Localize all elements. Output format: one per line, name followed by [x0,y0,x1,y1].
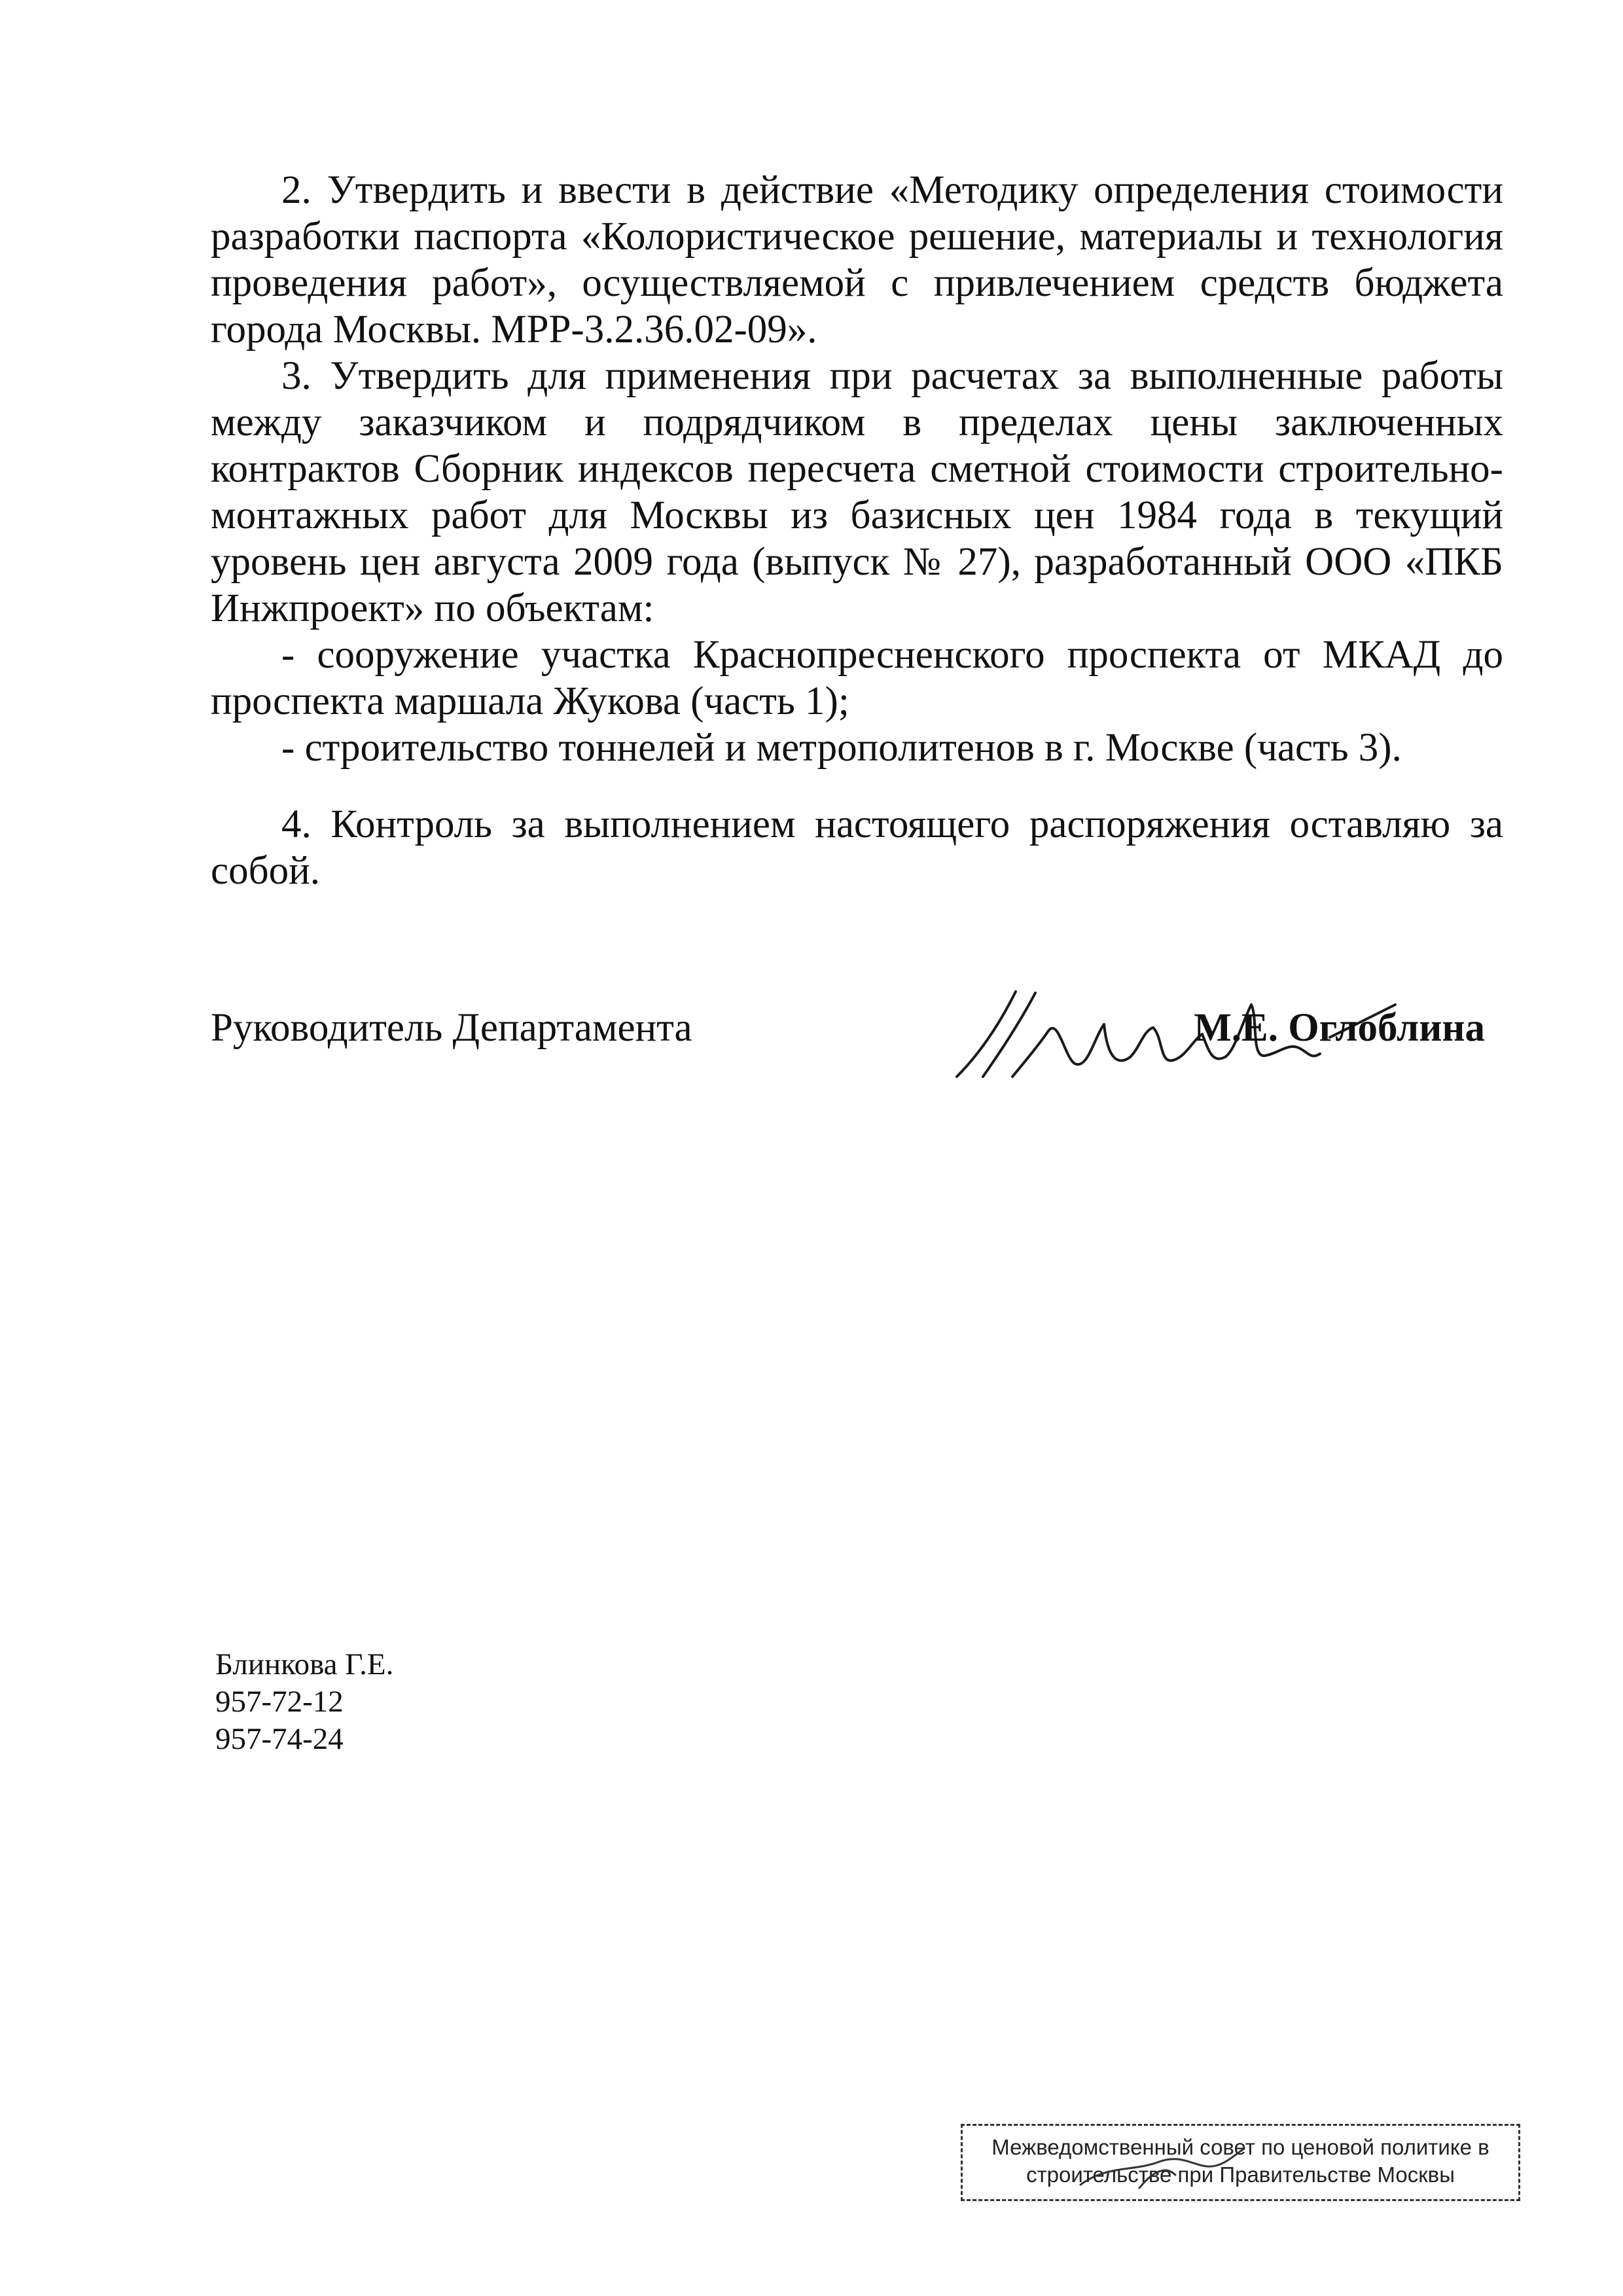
paragraph-object-1: - сооружение участка Краснопресненского проспекта от МКАД до проспекта маршала Жукова (часть 1); [211,633,1503,723]
paragraph-item-3: 3. Утвердить для применения при расчетах за выполненные работы между заказчиком и подрядчиком в пределах цены заключенных контрактов Сборник индексов пересчета сметной стоимости строительно-монтажных работ для Москвы из базисных цен 1984 года в текущий уровень цен августа 2009 года (выпуск № 27), разработанный ООО «ПКБ Инжпроект» по объектам: [211,354,1503,630]
executor-name: Блинкова Г.Е. [215,1647,394,1681]
paragraph-object-2: - строительство тоннелей и метрополитенов в г. Москве (часть 3). [281,726,1402,770]
executor-phone: 957-74-24 [215,1722,344,1756]
document-body [211,167,1503,894]
signatory-title: Руководитель Департамента [211,1006,692,1050]
signature-block [211,978,1503,1109]
council-stamp [961,2124,1520,2201]
stamp-line: Межведомственный совет по ценовой политике в [991,2135,1489,2159]
stamp-signature [1061,2126,1257,2203]
signatory-name: М.Е. Оглоблина [1194,1006,1485,1050]
paragraph-item-2: 2. Утвердить и ввести в действие «Методику определения стоимости разработки паспорта «Колористическое решение, материалы и технология проведения работ», осуществляемой с привлечением средств бюджета города Москвы. МРР-3.2.36.02-09». [211,168,1503,351]
executor-block [215,1646,393,1758]
executor-phone: 957-72-12 [215,1685,344,1719]
paragraph-item-4: 4. Контроль за выполнением настоящего распоряжения оставляю за собой. [211,802,1503,893]
stamp-line: строительстве при Правительстве Москвы [1026,2162,1455,2187]
